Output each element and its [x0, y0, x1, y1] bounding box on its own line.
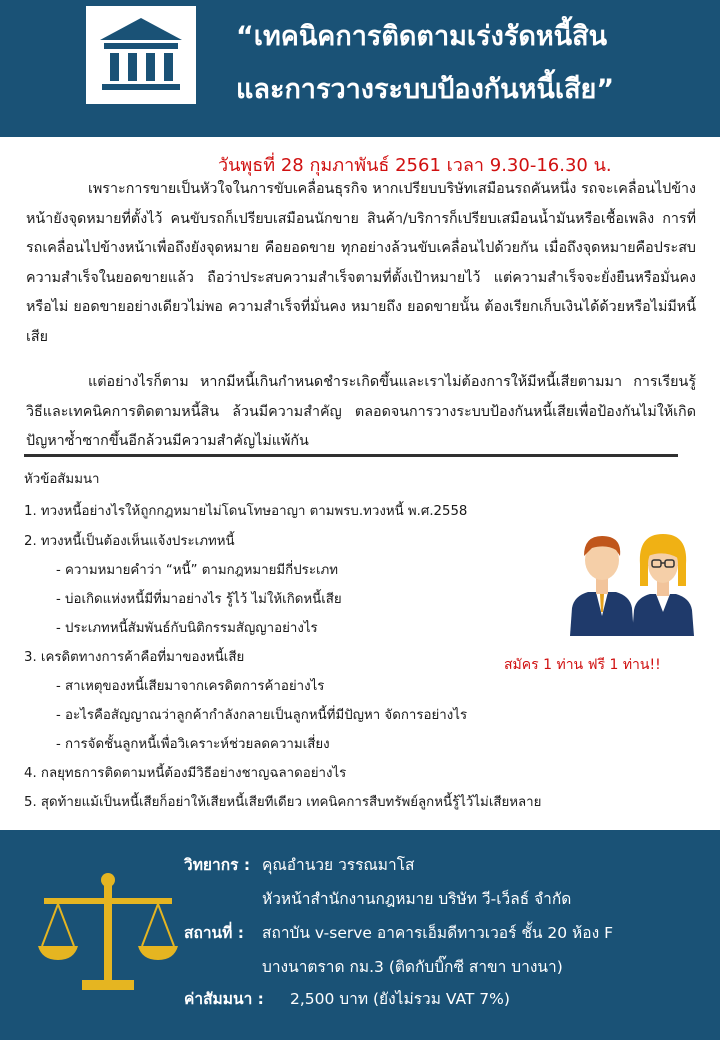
divider	[24, 454, 678, 457]
agenda-subitem: - ความหมายคำว่า “หนี้” ตามกฎหมายมีกี่ประเภท	[56, 563, 339, 578]
fee-value: 2,500 บาท (ยังไม่รวม VAT 7%)	[290, 990, 510, 1008]
venue-line-2: บางนาตราด กม.3 (ติดกับบิ๊กซี สาขา บางนา)	[262, 958, 563, 976]
agenda-item: 5. สุดท้ายแม้เป็นหนี้เสียก็อย่าให้เสียหนี้เสียทีเดียว เทคนิคการสืบทรัพย์ลูกหนี้รู้ไว้ไม่เสียหลาย	[24, 795, 542, 810]
event-date: วันพุธที่ 28 กุมภาพันธ์ 2561 เวลา 9.30-16.30 น.	[218, 155, 612, 176]
bank-building-icon	[86, 6, 196, 104]
intro-paragraph-2: แต่อย่างไรก็ตาม หากมีหนี้เกินกำหนดชำระเกิดขึ้นและเราไม่ต้องการให้มีหนี้เสียตามมา การเรียนรู้วิธีและเทคนิคการติดตามหนี้สิน ล้วนมีความสำคัญ ตลอดจนการวางระบบป้องกันหนี้เสียเพื่อป้องกันไม่ให้เกิดปัญหาซ้ำซากขึ้นอีกล้วนมีความสำคัญไม่แพ้กัน	[26, 374, 696, 449]
page-title	[236, 10, 716, 116]
header-banner	[0, 0, 720, 137]
agenda-item: 4. กลยุทธการติดตามหนี้ต้องมีวิธีอย่างชาญฉลาดอย่างไร	[24, 766, 347, 781]
promo-text: สมัคร 1 ท่าน ฟรี 1 ท่าน!!	[504, 657, 661, 673]
agenda-subitem: - บ่อเกิดแห่งหนี้มีที่มาอย่างไร รู้ไว้ ไม่ให้เกิดหนี้เสีย	[56, 592, 342, 607]
title-line-1: “เทคนิคการติดตามเร่งรัดหนี้สิน	[236, 21, 608, 52]
title-line-2: และการวางระบบป้องกันหนี้เสีย”	[236, 74, 615, 105]
speaker-label: วิทยากร :	[184, 856, 251, 874]
agenda-subitem: - อะไรคือสัญญาณว่าลูกค้ากำลังกลายเป็นลูกหนี้ที่มีปัญหา จัดการอย่างไร	[56, 708, 468, 723]
agenda-subitem: - สาเหตุของหนี้เสียมาจากเครดิตการค้าอย่างไร	[56, 679, 325, 694]
agenda-heading: หัวข้อสัมมนา	[24, 472, 100, 487]
agenda-item: 3. เครดิตทางการค้าคือที่มาของหนี้เสีย	[24, 650, 245, 665]
agenda-subitem: - ประเภทหนี้สัมพันธ์กับนิติกรรมสัญญาอย่างไร	[56, 621, 318, 636]
agenda-item: 2. ทวงหนี้เป็นต้องเห็นแจ้งประเภทหนี้	[24, 534, 235, 549]
agenda-subitem: - การจัดชั้นลูกหนี้เพื่อวิเคราะห์ช่วยลดความเสี่ยง	[56, 737, 330, 752]
venue-label: สถานที่ :	[184, 924, 244, 942]
fee-label: ค่าสัมมนา :	[184, 990, 264, 1008]
footer-info	[0, 830, 720, 1040]
justice-scale-icon	[38, 868, 178, 998]
business-people-icon	[566, 516, 700, 636]
intro-paragraph-1: เพราะการขายเป็นหัวใจในการขับเคลื่อนธุรกิจ หากเปรียบบริษัทเสมือนรถคันหนึ่ง รถจะเคลื่อนไปข้างหน้ายังจุดหมายที่ตั้งไว้ คนขับรถก็เปรียบเสมือนนักขาย สินค้า/บริการก็เปรียบเสมือนน้ำมันหรือเชื้อเพลิง การที่รถเคลื่อนไปข้างหน้าเพื่อถึงยังจุดหมาย คือยอดขาย ทุกอย่างล้วนขับเคลื่อนไปด้วยกัน เมื่อถึงจุดหมายคือประสบความสำเร็จในยอดขายแล้ว ถือว่าประสบความสำเร็จตามที่ตั้งเป้าหมายไว้ แต่ความสำเร็จจะยั่งยืนหรือมั่นคงหรือไม่ ยอดขายอย่างเดียวไม่พอ ความสำเร็จที่มั่นคง หมายถึง ยอดขายนั้น ต้องเรียกเก็บเงินได้ด้วยหรือไม่มีหนี้เสีย	[26, 181, 696, 345]
speaker-name: คุณอำนวย วรรณมาโส	[262, 856, 415, 874]
agenda-item: 1. ทวงหนี้อย่างไรให้ถูกกฎหมายไม่โดนโทษอาญา ตามพรบ.ทวงหนี้ พ.ศ.2558	[24, 504, 468, 519]
venue-line-1: สถาบัน v-serve อาคารเอ็มดีทาวเวอร์ ชั้น 20 ห้อง F	[262, 924, 613, 942]
speaker-title: หัวหน้าสำนักงานกฎหมาย บริษัท วี-เว็ลธ์ จำกัด	[262, 890, 572, 908]
